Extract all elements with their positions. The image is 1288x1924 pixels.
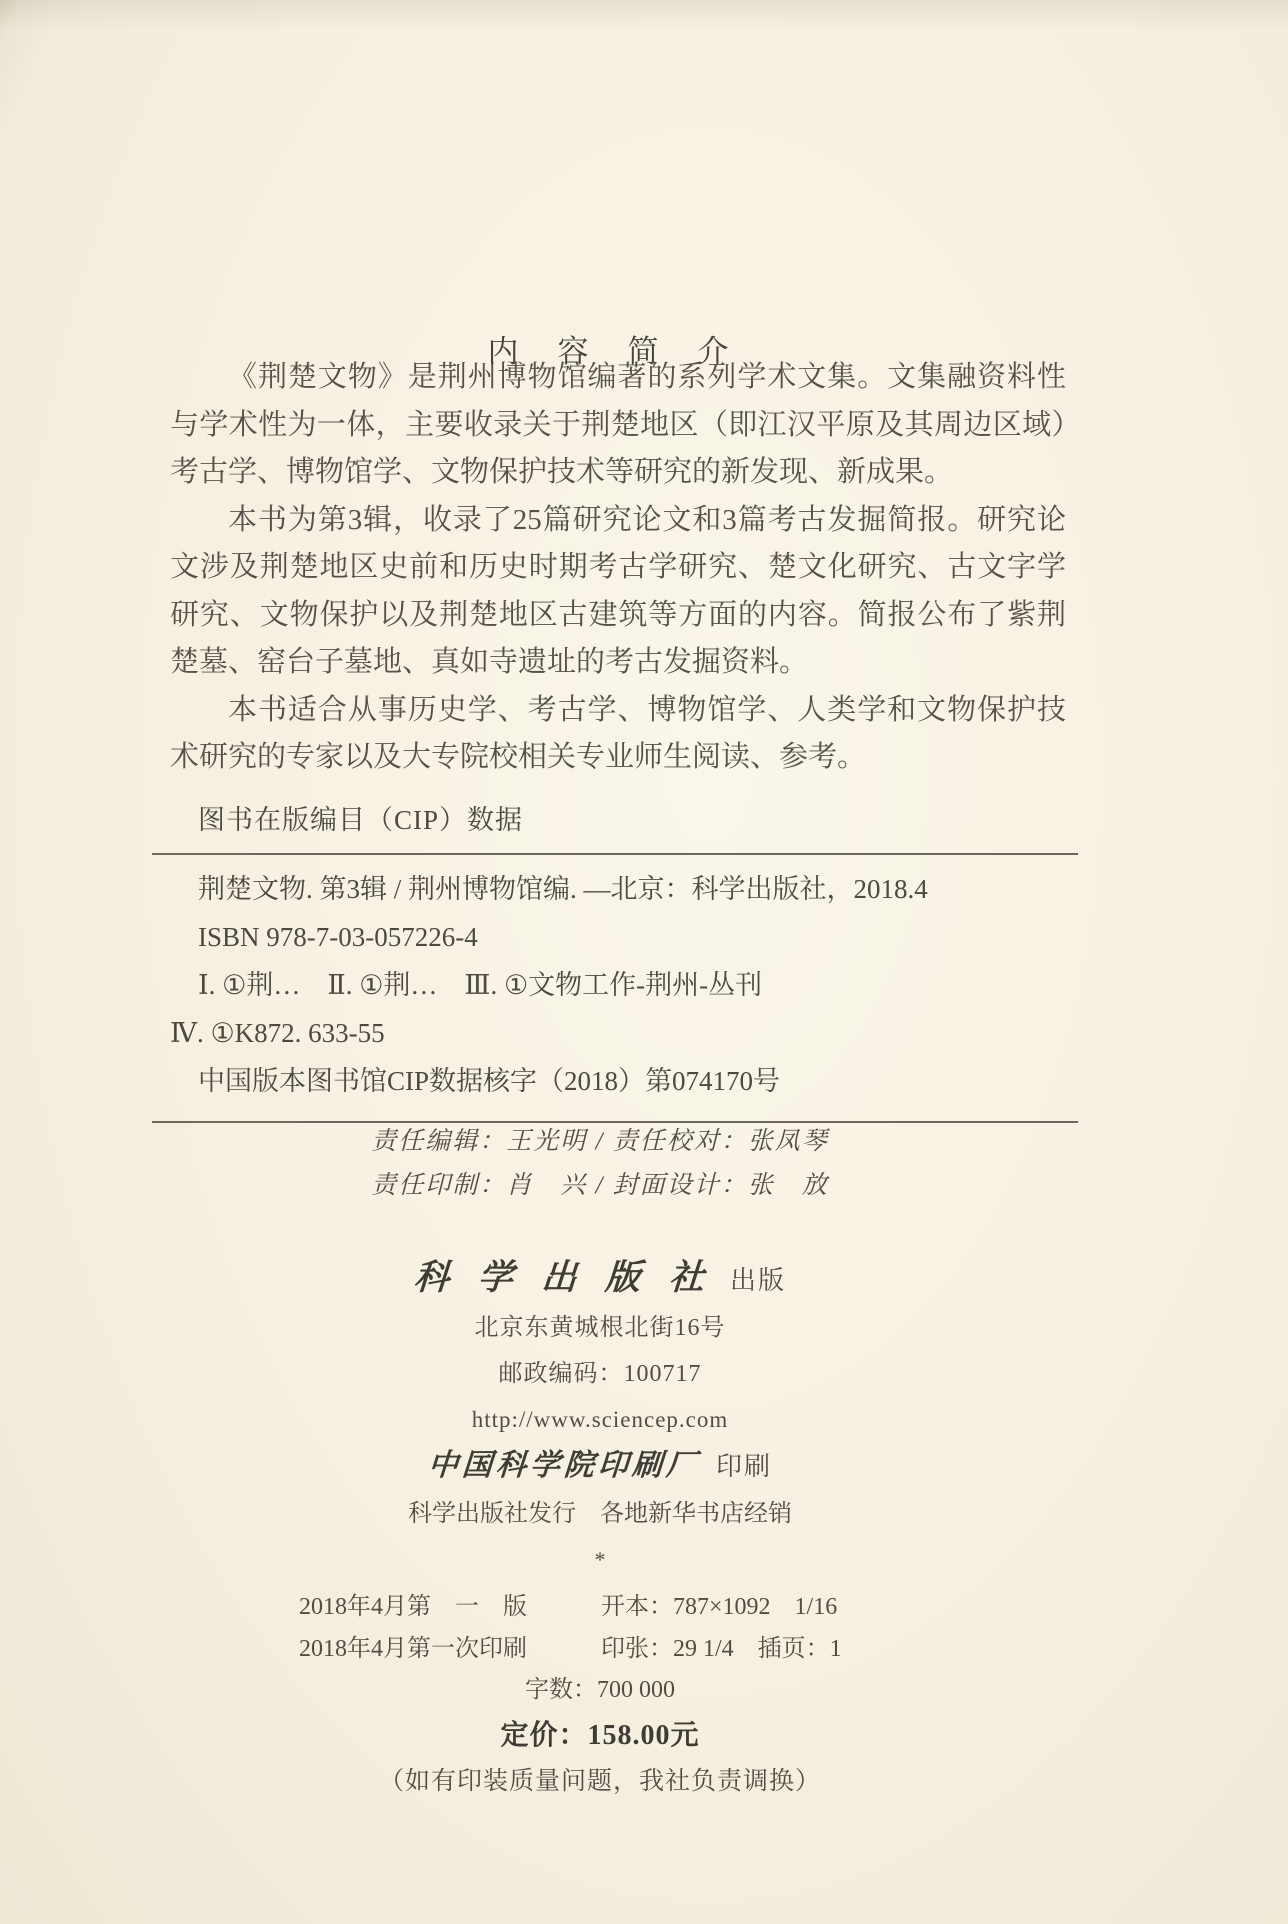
quality-note: （如有印装质量问题，我社负责调换） xyxy=(378,1768,821,1795)
publisher-address: 北京东黄城根北街16号 xyxy=(474,1315,726,1341)
intro-paragraph: 本书为第3辑，收录了25篇研究论文和3篇考古发掘简报。研究论文涉及荆楚地区史前和历史时期考古学研究、楚文化研究、古文字学研究、文物保护以及荆楚地区古建筑等方面的内容。简报公布了紫荆楚墓、窑台子墓地、真如寺遗址的考古发掘资料。 xyxy=(170,503,1066,678)
printing-date: 2018年4月第一次印刷 xyxy=(299,1636,527,1662)
format-spec: 开本：787×1092 1/16 xyxy=(601,1594,838,1620)
credits-printing-line: 责任印制：肖 兴 / 封面设计：张 放 xyxy=(371,1172,829,1199)
publisher-website: http://www.sciencep.com xyxy=(471,1407,729,1432)
word-count: 字数：700 000 xyxy=(525,1677,675,1703)
publisher-logotype: 科 学 出 版 社 xyxy=(412,1258,716,1297)
printer-logotype: 中国科学院印刷厂 xyxy=(426,1449,702,1482)
edition-date: 2018年4月第 一 版 xyxy=(299,1594,527,1620)
sheets-spec: 印张：29 1/4 插页：1 xyxy=(601,1636,842,1662)
postal-code: 邮政编码：100717 xyxy=(498,1361,702,1387)
cip-isbn-line: ISBN 978-7-03-057226-4 xyxy=(198,922,478,952)
cip-class-number-line: Ⅳ. ①K872. 633-55 xyxy=(170,1018,385,1048)
printing-line xyxy=(155,1632,1045,1666)
asterisk-divider: * xyxy=(594,1547,606,1572)
printer-line xyxy=(155,1450,1045,1484)
printer-role-label: 印刷 xyxy=(715,1452,772,1481)
publisher-role-label: 出版 xyxy=(730,1266,787,1295)
cip-classification-line: Ⅰ. ①荆… Ⅱ. ①荆… Ⅲ. ①文物工作-荆州-丛刊 xyxy=(198,970,763,1000)
credits-section xyxy=(155,1120,1045,1208)
distribution-line: 科学出版社发行 各地新华书店经销 xyxy=(408,1501,792,1527)
edition-line xyxy=(155,1590,1045,1624)
cip-data-box xyxy=(152,798,1078,1123)
credits-editors-line: 责任编辑：王光明 / 责任校对：张凤琴 xyxy=(371,1128,829,1155)
cip-lines xyxy=(152,855,1078,1107)
intro-paragraph: 《荆楚文物》是荆州博物馆编著的系列学术文集。文集融资料性与学术性为一体，主要收录关于荆楚地区（即江汉平原及其周边区域）考古学、博物馆学、文物保护技术等研究的新发现、新成果。 xyxy=(170,361,1066,488)
cip-bibliographic-line: 荆楚文物. 第3辑 / 荆州博物馆编. —北京：科学出版社，2018.4 xyxy=(198,874,928,904)
colophon-section xyxy=(155,1258,1045,1812)
price: 定价：158.00元 xyxy=(500,1720,700,1751)
intro-paragraph: 本书适合从事历史学、考古学、博物馆学、人类学和文物保护技术研究的专家以及大专院校相关专业师生阅读、参考。 xyxy=(170,693,1066,773)
cip-registration-line: 中国版本图书馆CIP数据核字（2018）第074170号 xyxy=(198,1066,781,1096)
publisher-line xyxy=(155,1258,1045,1298)
intro-section xyxy=(170,354,1066,782)
page-title: 内 容 简 介 xyxy=(487,334,733,369)
cip-header: 图书在版编目（CIP）数据 xyxy=(198,805,524,835)
